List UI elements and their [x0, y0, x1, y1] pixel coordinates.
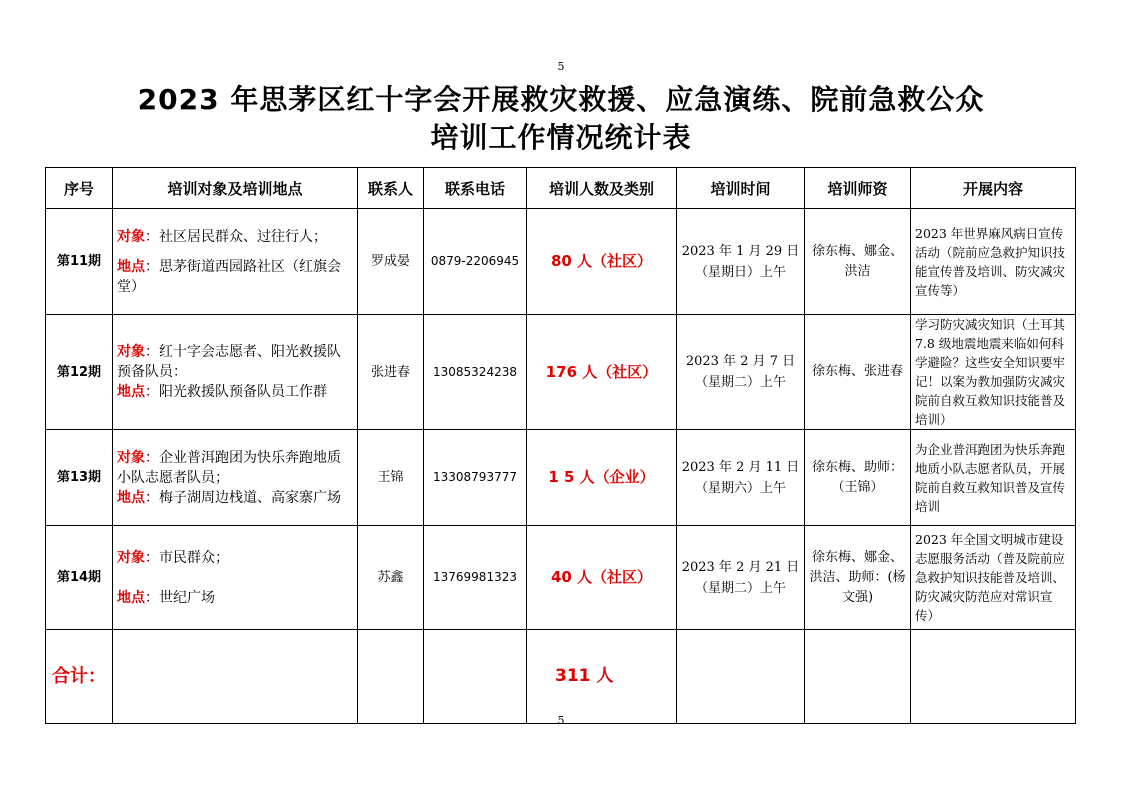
time-date: 2023 年 2 月 11 日: [681, 459, 800, 475]
page-title-line2: 培训工作情况统计表: [430, 121, 692, 154]
trainer-cell: 徐东梅、娜金、洪洁: [805, 209, 911, 315]
count-cell: 176 人（社区）: [527, 315, 677, 430]
header-seq: 序号: [46, 168, 113, 209]
empty-cell: [424, 630, 527, 724]
location-label: 地点: [117, 589, 145, 606]
period-cell: 第13期: [46, 430, 113, 526]
location-text: 世纪广场: [159, 589, 215, 606]
empty-cell: [805, 630, 911, 724]
time-cell: [677, 430, 805, 526]
count-cell: 1 5 人（企业）: [527, 430, 677, 526]
time-cell: [677, 526, 805, 630]
location-text: 思茅街道西园路社区（红旗会堂）: [117, 258, 341, 295]
page-number-top: 5: [557, 60, 565, 73]
target-label: 对象: [117, 549, 145, 566]
target-location-cell: 对象：市民群众； 地点：世纪广场: [113, 526, 358, 630]
target-text: 企业普洱跑团为快乐奔跑地质小队志愿者队员；: [117, 449, 341, 486]
target-label: 对象: [117, 449, 145, 466]
content-cell: 2023 年世界麻风病日宣传活动（院前应急救护知识技能宣传普及培训、防灾减灾宣传等）: [911, 209, 1076, 315]
empty-cell: [911, 630, 1076, 724]
count-cell: 80 人（社区）: [527, 209, 677, 315]
target-text: 社区居民群众、过往行人；: [159, 228, 327, 245]
target-label: 对象: [117, 228, 145, 245]
page-number-bottom: 5: [557, 714, 565, 727]
time-date: 2023 年 2 月 7 日: [685, 354, 796, 369]
period-cell: 第11期: [46, 209, 113, 315]
empty-cell: [113, 630, 358, 724]
phone-cell: 13769981323: [424, 526, 527, 630]
empty-cell: [677, 630, 805, 724]
target-location-cell: 对象：社区居民群众、过往行人； 地点：思茅街道西园路社区（红旗会堂）: [113, 209, 358, 315]
time-date: 2023 年 1 月 29 日: [681, 243, 800, 259]
period-cell: 第14期: [46, 526, 113, 630]
location-text: 阳光救援队预备队员工作群: [159, 384, 327, 400]
content-cell: 2023 年全国文明城市建设志愿服务活动（普及院前应急救护知识技能普及培训、防灾减灾防范应对常识宣传）: [911, 526, 1076, 630]
contact-cell: 苏鑫: [358, 526, 424, 630]
table-row: [46, 315, 1076, 430]
target-text: 红十字会志愿者、阳光救援队预备队员：: [117, 344, 341, 380]
time-cell: [677, 209, 805, 315]
content-cell: 学习防灾减灾知识（土耳其 7.8 级地震地震来临如何科学避险？这些安全知识要牢记！以案为教加强防灾减灾院前自救互救知识技能普及培训）: [911, 315, 1076, 430]
empty-cell: [358, 630, 424, 724]
trainer-cell: 徐东梅、张进春: [805, 315, 911, 430]
header-time: 培训时间: [677, 168, 805, 209]
time-date: 2023 年 2 月 21 日: [681, 559, 800, 575]
header-trainer: 培训师资: [805, 168, 911, 209]
phone-cell: 13308793777: [424, 430, 527, 526]
table-header-row: [46, 168, 1076, 209]
page-title-line1: 2023 年思茅区红十字会开展救灾救援、应急演练、院前急救公众: [137, 83, 985, 116]
contact-cell: 罗成晏: [358, 209, 424, 315]
count-cell: 40 人（社区）: [527, 526, 677, 630]
period-cell: 第12期: [46, 315, 113, 430]
phone-cell: 0879-2206945: [424, 209, 527, 315]
total-row: [46, 630, 1076, 724]
table-row: [46, 209, 1076, 315]
time-weekday: （星期六）上午: [694, 480, 786, 496]
header-content: 开展内容: [911, 168, 1076, 209]
header-count: 培训人数及类别: [527, 168, 677, 209]
total-label: 合计：: [46, 630, 113, 724]
time-weekday: （星期二）上午: [694, 375, 786, 390]
time-weekday: （星期日）上午: [694, 264, 786, 280]
header-target-location: 培训对象及培训地点: [113, 168, 358, 209]
phone-cell: 13085324238: [424, 315, 527, 430]
target-location-cell: 对象：企业普洱跑团为快乐奔跑地质小队志愿者队员； 地点：梅子湖周边栈道、高家寨广场: [113, 430, 358, 526]
contact-cell: 张进春: [358, 315, 424, 430]
target-label: 对象: [117, 344, 145, 360]
time-cell: [677, 315, 805, 430]
location-label: 地点: [117, 489, 145, 506]
target-text: 市民群众；: [159, 549, 229, 566]
location-label: 地点: [117, 258, 145, 275]
content-cell: 为企业普洱跑团为快乐奔跑地质小队志愿者队员，开展院前自救互救知识普及宣传培训: [911, 430, 1076, 526]
table-row: [46, 430, 1076, 526]
header-contact: 联系人: [358, 168, 424, 209]
header-phone: 联系电话: [424, 168, 527, 209]
total-count: 311 人: [527, 630, 677, 724]
trainer-cell: 徐东梅、娜金、洪洁、助师：(杨文强): [805, 526, 911, 630]
contact-cell: 王锦: [358, 430, 424, 526]
location-text: 梅子湖周边栈道、高家寨广场: [159, 489, 341, 506]
table-row: [46, 526, 1076, 630]
time-weekday: （星期二）上午: [694, 580, 786, 596]
location-label: 地点: [117, 384, 145, 400]
target-location-cell: 对象：红十字会志愿者、阳光救援队预备队员： 地点：阳光救援队预备队员工作群: [113, 315, 358, 430]
training-statistics-table: [45, 167, 1076, 724]
trainer-cell: 徐东梅、助师：（王锦）: [805, 430, 911, 526]
